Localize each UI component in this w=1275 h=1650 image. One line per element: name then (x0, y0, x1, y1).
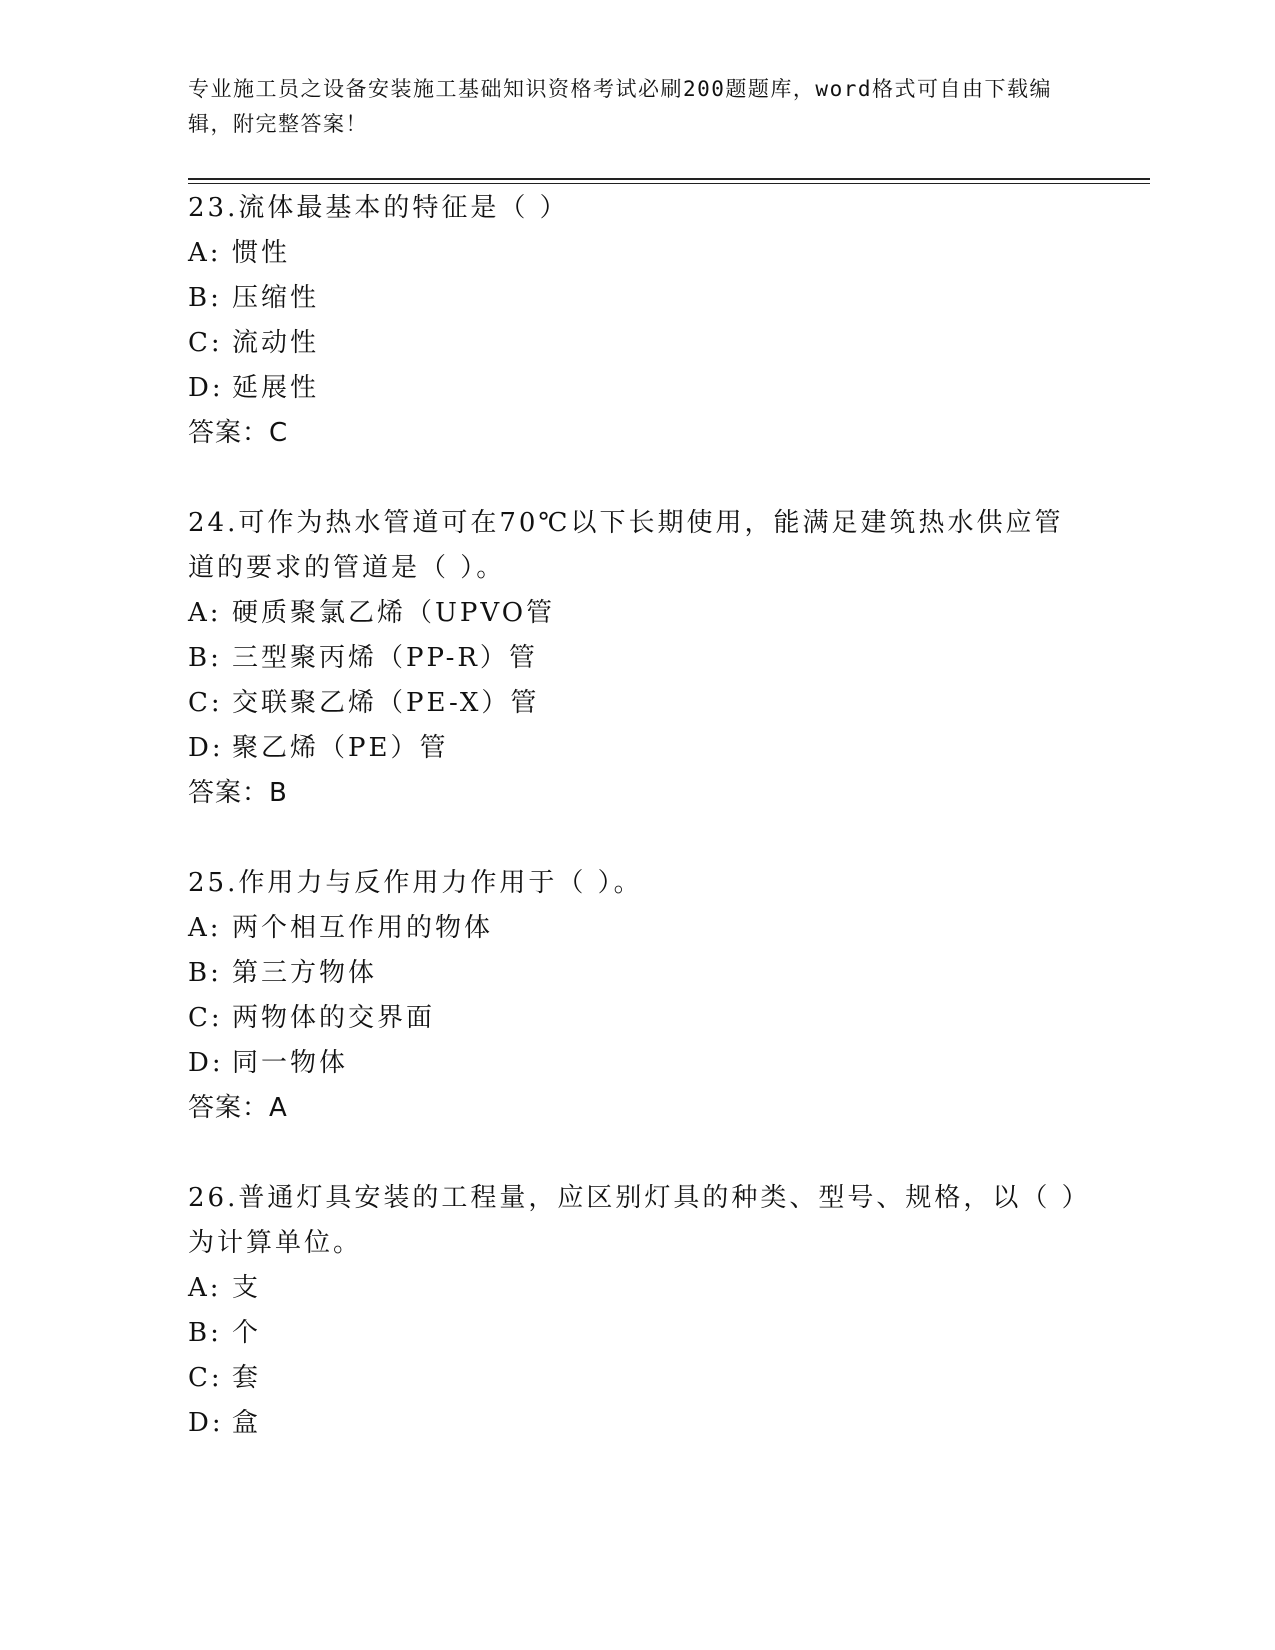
option-text: 盒 (232, 1408, 262, 1438)
question-list (188, 186, 1088, 1491)
option-label: D: (188, 1048, 224, 1078)
answer-line: 答案：C (188, 418, 289, 448)
option-text: 同一物体 (232, 1048, 349, 1078)
option-label: D: (188, 1408, 224, 1438)
answer-line: 答案：A (188, 1093, 288, 1123)
option-b (188, 276, 1088, 321)
option-text: 套 (232, 1363, 262, 1393)
option-text: 三型聚丙烯（PP-R）管 (232, 643, 538, 673)
option-label: D: (188, 733, 224, 763)
option-text: 聚乙烯（PE）管 (232, 733, 449, 763)
header-rule-thick (188, 178, 1150, 180)
option-text: 延展性 (232, 373, 320, 403)
question-25 (188, 861, 1088, 1131)
option-c (188, 321, 1088, 366)
question-stem: 26.普通灯具安装的工程量，应区别灯具的种类、型号、规格，以（ ）为计算单位。 (188, 1183, 1078, 1258)
answer-line: 答案：B (188, 778, 288, 808)
option-label: B: (188, 643, 222, 673)
option-c (188, 681, 1088, 726)
question-stem: 24.可作为热水管道可在70℃以下长期使用，能满足建筑热水供应管道的要求的管道是（ ）。 (188, 508, 1064, 583)
option-b (188, 951, 1088, 996)
option-label: A: (188, 598, 222, 628)
option-a (188, 591, 1088, 636)
option-label: A: (188, 1273, 222, 1303)
document-title: 专业施工员之设备安装施工基础知识资格考试必刷200题题库，word格式可自由下载编辑，附完整答案！ (188, 77, 1052, 136)
option-label: A: (188, 238, 222, 268)
option-label: C: (188, 328, 223, 358)
header-rule-thin (188, 183, 1150, 184)
question-stem: 23.流体最基本的特征是（ ） (188, 193, 569, 223)
option-label: C: (188, 1003, 223, 1033)
option-label: B: (188, 1318, 222, 1348)
option-text: 惯性 (232, 238, 291, 268)
option-a (188, 231, 1088, 276)
option-text: 流动性 (232, 328, 320, 358)
option-label: C: (188, 1363, 223, 1393)
option-label: B: (188, 283, 222, 313)
question-26 (188, 1176, 1088, 1446)
option-d (188, 1041, 1088, 1086)
option-text: 两个相互作用的物体 (232, 913, 494, 943)
question-stem: 25.作用力与反作用力作用于（ ）。 (188, 868, 643, 898)
option-text: 压缩性 (232, 283, 320, 313)
option-text: 个 (232, 1318, 262, 1348)
option-label: D: (188, 373, 224, 403)
option-a (188, 906, 1088, 951)
option-d (188, 366, 1088, 411)
option-text: 两物体的交界面 (232, 1003, 436, 1033)
option-b (188, 1311, 1088, 1356)
question-23 (188, 186, 1088, 456)
option-label: B: (188, 958, 222, 988)
option-text: 硬质聚氯乙烯（UPVO管 (232, 598, 556, 628)
option-b (188, 636, 1088, 681)
option-label: C: (188, 688, 223, 718)
option-text: 支 (232, 1273, 262, 1303)
option-c (188, 1356, 1088, 1401)
question-24 (188, 501, 1088, 816)
option-a (188, 1266, 1088, 1311)
option-d (188, 1401, 1088, 1446)
option-text: 交联聚乙烯（PE-X）管 (232, 688, 540, 718)
option-text: 第三方物体 (232, 958, 378, 988)
option-c (188, 996, 1088, 1041)
option-d (188, 726, 1088, 771)
option-label: A: (188, 913, 222, 943)
